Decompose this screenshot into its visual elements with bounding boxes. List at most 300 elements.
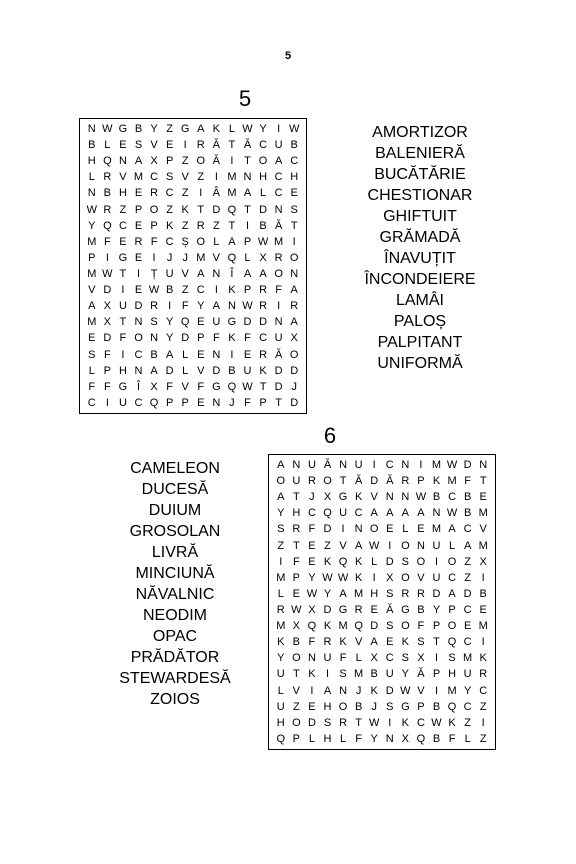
grid-cell: S [401,555,410,568]
grid-cell: I [434,555,439,568]
grid-cell: N [385,732,394,745]
word-list-item: CAMELEON [130,460,220,477]
grid-cell: B [88,139,96,152]
grid-cell: F [417,620,425,633]
grid-cell: W [242,380,253,393]
grid-cell: A [290,316,298,329]
grid-cell: D [243,316,252,329]
grid-cell: Q [227,203,237,216]
grid-cell: M [227,171,237,184]
grid-cell: D [370,620,379,633]
grid-cell: Y [165,316,174,329]
grid-cell: F [339,652,347,665]
grid-cell: E [386,636,394,649]
grid-cell: U [385,668,394,681]
grid-cell: X [103,316,112,329]
grid-cell: I [199,187,203,200]
grid-cell: X [292,620,301,633]
grid-cell: L [104,139,111,152]
grid-cell: C [274,187,283,200]
grid-cell: I [292,235,296,248]
grid-cell: E [88,332,96,345]
grid-cell: S [386,620,394,633]
grid-cell: W [242,123,253,135]
grid-cell: V [181,380,189,393]
grid-cell: H [448,668,457,681]
grid-cell: F [88,380,96,393]
grid-cell: G [118,123,128,135]
grid-cell: I [434,684,439,697]
grid-cell: I [105,396,109,409]
grid-cell: K [401,636,410,649]
grid-cell: N [385,491,394,504]
grid-cell: M [196,251,206,264]
grid-cell: H [323,732,332,745]
grid-cell: B [134,123,143,135]
grid-cell: Z [181,187,189,200]
grid-cell: O [292,652,301,665]
grid-cell: M [354,587,364,600]
grid-cell: K [308,668,316,681]
grid-cell: Q [354,620,363,633]
grid-cell: L [464,732,471,745]
grid-cell: D [463,459,472,471]
grid-cell: R [134,235,143,248]
grid-cell: V [479,523,487,536]
grid-cell: J [182,251,188,264]
grid-cell: O [401,539,410,552]
grid-cell: S [339,668,347,681]
grid-cell: R [196,219,205,232]
grid-cell: K [277,636,285,649]
grid-cell: P [165,155,174,168]
grid-cell: F [355,732,362,745]
grid-cell: C [448,571,457,584]
grid-cell: Z [119,203,127,216]
grid-cell: L [308,732,315,745]
grid-cell: G [338,603,348,616]
grid-cell: E [134,251,143,264]
grid-cell: D [259,203,268,216]
grid-cell: H [323,700,332,713]
grid-cell: X [417,652,425,665]
grid-cell: N [118,155,127,168]
grid-cell: K [259,364,267,377]
grid-cell: X [308,603,316,616]
grid-cell: Q [103,155,112,168]
grid-cell: U [339,507,348,520]
grid-cell: I [388,539,392,552]
grid-cell: Q [323,507,332,520]
grid-cell: R [401,475,410,488]
grid-cell: Z [479,732,487,745]
grid-cell: M [354,668,364,681]
grid-cell: Y [165,332,174,345]
grid-cell: M [463,652,473,665]
grid-cell: Q [307,620,317,633]
grid-cell: M [447,684,457,697]
grid-cell: O [401,571,410,584]
grid-cell: B [370,668,378,681]
grid-cell: F [181,300,189,313]
grid-cell: D [274,364,283,377]
grid-cell: N [212,267,221,280]
grid-cell: C [134,396,143,409]
grid-cell: I [419,459,423,471]
grid-cell: W [289,123,300,135]
word-list-item: UNIFORMĂ [377,355,463,372]
word-list-item: ÎNCONDEIERE [364,271,476,288]
grid-cell: E [165,139,174,152]
grid-cell: I [121,348,125,361]
grid-cell: C [165,235,174,248]
grid-cell: T [244,155,251,168]
grid-cell: U [432,539,441,552]
grid-cell: C [479,684,488,697]
grid-cell: I [481,716,485,729]
grid-cell: I [310,684,314,697]
grid-cell: O [369,523,379,536]
grid-cell: Z [479,700,487,713]
grid-cell: D [307,716,316,729]
grid-cell: C [385,459,394,471]
grid-cell: K [165,219,174,232]
grid-cell: U [292,475,301,488]
grid-cell: Q [227,251,237,264]
grid-cell: A [134,155,143,168]
grid-cell: E [479,491,487,504]
grid-cell: X [401,732,410,745]
grid-cell: R [274,251,283,264]
grid-cell: I [372,459,376,471]
grid-cell: W [446,507,458,520]
word-list-item: STEWARDESĂ [119,670,231,687]
word-list-item: GRĂMADĂ [379,229,461,246]
grid-cell: I [152,251,156,264]
grid-cell: Ă [386,603,394,616]
grid-cell: C [165,187,174,200]
grid-cell: V [197,364,205,377]
grid-cell: X [150,380,158,393]
word-list-item: DUCESĂ [141,481,209,498]
grid-cell: F [308,636,316,649]
grid-cell: D [323,603,332,616]
grid-cell: C [463,700,472,713]
grid-cell: G [401,700,410,713]
grid-cell: A [448,523,456,536]
grid-cell: F [150,235,158,248]
grid-cell: D [274,380,283,393]
grid-cell: Q [276,732,286,745]
word-list-item: ÎNAVUȚIT [384,250,456,267]
grid-cell: A [212,300,221,313]
grid-cell: R [259,300,268,313]
grid-cell: R [401,587,410,600]
grid-cell: Z [464,571,471,584]
grid-cell: Y [88,219,96,232]
grid-cell: K [323,620,332,633]
grid-cell: U [118,300,127,313]
grid-cell: T [119,316,127,329]
grid-cell: F [103,380,111,393]
grid-cell: F [197,380,205,393]
grid-cell: S [386,587,394,600]
grid-cell: E [119,139,127,152]
grid-cell: C [354,507,363,520]
grid-cell: P [259,396,267,409]
grid-cell: F [448,732,456,745]
grid-cell: R [150,187,159,200]
grid-cell: L [277,587,284,600]
grid-cell: P [243,284,252,297]
grid-cell: P [292,732,301,745]
grid-cell: E [463,620,472,633]
grid-cell: S [448,652,456,665]
grid-cell: Z [212,219,220,232]
grid-cell: P [448,603,456,616]
grid-cell: U [307,459,316,471]
grid-cell: Q [149,396,159,409]
grid-cell: I [279,555,283,568]
grid-cell: T [197,203,205,216]
grid-cell: N [212,348,221,361]
grid-cell: D [370,475,379,488]
grid-cell: Z [464,555,471,568]
grid-cell: R [307,475,316,488]
grid-cell: H [276,716,285,729]
word-list-item: BALENIERĂ [375,145,465,162]
grid-cell: P [88,251,96,264]
grid-cell: F [119,332,127,345]
grid-cell: B [432,732,441,745]
word-list-item: MINCIUNĂ [135,565,215,582]
grid-cell: E [308,555,316,568]
grid-cell: F [464,475,471,488]
grid-cell: V [150,139,158,152]
grid-cell: I [481,636,485,649]
grid-cell: U [276,668,285,681]
grid-cell: J [371,700,377,713]
grid-cell: I [325,668,330,681]
grid-cell: O [447,555,457,568]
grid-cell: M [276,571,286,584]
grid-cell: A [88,300,96,313]
letter-grid-6 [268,454,496,750]
grid-cell: T [119,267,127,280]
grid-cell: W [369,539,380,552]
grid-cell: K [228,332,236,345]
word-list-item: NEODIM [143,607,207,624]
grid-cell: P [432,620,441,633]
grid-cell: O [323,475,332,488]
grid-cell: T [433,636,440,649]
grid-cell: W [337,571,349,584]
grid-cell: Z [166,203,173,216]
word-list-item: CHESTIONAR [367,187,473,204]
grid-cell: Q [180,316,190,329]
grid-cell: U [276,700,285,713]
grid-cell: N [274,316,283,329]
grid-cell: X [323,491,332,504]
grid-cell: Y [259,123,267,135]
grid-cell: Y [323,587,332,600]
grid-cell: I [245,219,250,232]
grid-cell: N [401,459,410,471]
grid-cell: I [372,571,376,584]
grid-cell: L [244,251,251,264]
grid-cell: F [244,332,251,345]
grid-cell: L [277,684,284,697]
grid-cell: N [134,364,143,377]
grid-cell: X [290,332,298,345]
grid-cell: E [386,523,394,536]
grid-cell: L [88,171,95,184]
grid-cell: D [181,332,190,345]
grid-cell: O [338,700,348,713]
grid-cell: R [103,203,112,216]
grid-cell: M [447,475,457,488]
grid-cell: S [386,700,394,713]
grid-cell: M [431,523,442,536]
grid-cell: X [259,251,267,264]
grid-cell: C [385,652,394,665]
grid-cell: J [309,491,315,504]
grid-cell: R [290,300,299,313]
grid-cell: S [323,716,332,729]
grid-cell: N [354,523,363,536]
grid-cell: M [431,459,442,471]
grid-cell: P [134,203,143,216]
grid-cell: F [212,332,220,345]
grid-cell: E [197,316,205,329]
grid-cell: I [168,300,172,313]
grid-cell: E [290,187,298,200]
grid-cell: T [228,219,236,232]
grid-cell: J [166,251,173,264]
word-list-item: AMORTIZOR [372,124,468,141]
grid-cell: X [150,155,158,168]
grid-cell: P [432,668,441,681]
grid-cell: T [244,203,251,216]
word-list-item: GHIFTUIT [383,208,457,225]
grid-cell: E [292,587,301,600]
word-list-item: PALPITANT [377,334,463,351]
grid-cell: M [276,620,286,633]
grid-cell: T [259,380,267,393]
grid-cell: Ț [150,267,158,280]
grid-cell: D [165,364,174,377]
grid-cell: L [355,652,362,665]
grid-cell: E [134,284,143,297]
grid-cell: Ă [354,475,363,488]
grid-cell: A [370,636,378,649]
grid-cell: Q [103,219,112,232]
grid-cell: W [148,284,160,297]
grid-cell: C [448,491,457,504]
grid-cell: H [292,507,301,520]
grid-cell: M [478,507,488,520]
grid-cell: V [212,251,221,264]
grid-cell: T [479,475,487,488]
grid-cell: I [121,284,125,297]
grid-cell: G [338,491,348,504]
grid-cell: B [259,219,267,232]
grid-cell: Î [230,267,234,280]
grid-cell: I [214,171,218,184]
grid-cell: Z [464,716,471,729]
grid-cell: U [323,652,332,665]
grid-cell: A [274,155,283,168]
grid-cell: K [401,716,410,729]
grid-cell: B [463,491,472,504]
grid-cell: Z [324,539,331,552]
grid-cell: S [277,523,285,536]
grid-cell: X [370,652,378,665]
grid-cell: E [134,219,143,232]
grid-cell: L [402,523,409,536]
grid-cell: Y [401,668,410,681]
grid-cell: D [323,523,332,536]
grid-cell: M [338,620,348,633]
grid-cell: W [102,123,113,135]
grid-cell: F [308,523,316,536]
grid-cell: V [339,539,347,552]
grid-cell: I [481,571,485,584]
grid-cell: N [134,316,143,329]
grid-cell: K [354,571,363,584]
grid-cell: B [150,348,158,361]
grid-cell: A [243,267,252,280]
grid-cell: Z [197,171,205,184]
grid-cell: D [259,316,268,329]
grid-cell: Z [181,219,189,232]
grid-cell: E [308,539,316,552]
grid-cell: O [292,716,301,729]
grid-cell: E [134,187,143,200]
grid-cell: U [243,364,252,377]
grid-cell: X [103,300,112,313]
grid-cell: T [339,475,347,488]
grid-cell: A [165,348,174,361]
grid-cell: N [290,267,299,280]
grid-cell: B [354,700,363,713]
grid-cell: A [290,284,298,297]
grid-cell: U [354,459,363,471]
grid-cell: A [197,267,205,280]
grid-cell: O [274,267,283,280]
word-list-item: ZOIOS [150,691,200,708]
grid-cell: S [150,316,158,329]
grid-cell: P [417,475,425,488]
grid-cell: Y [197,300,205,313]
grid-cell: Z [292,700,300,713]
grid-cell: Î [136,380,141,393]
grid-cell: H [118,187,127,200]
grid-cell: P [292,571,301,584]
grid-cell: S [134,139,143,152]
grid-cell: K [432,475,441,488]
grid-cell: O [149,203,159,216]
grid-cell: K [354,555,363,568]
grid-cell: E [479,603,487,616]
grid-cell: Y [432,603,441,616]
grid-cell: Z [277,539,285,552]
grid-cell: D [290,364,299,377]
word-list-item: LAMÂI [395,292,444,309]
grid-cell: B [463,507,472,520]
grid-cell: U [118,396,127,409]
grid-cell: V [119,171,127,184]
